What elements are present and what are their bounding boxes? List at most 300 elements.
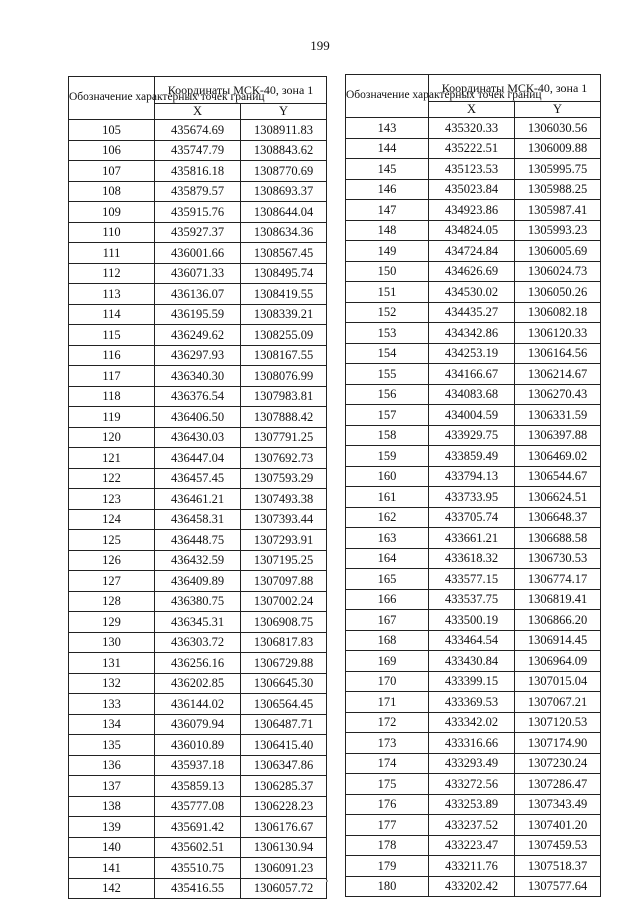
coord-y: 1306866.20 — [515, 610, 601, 631]
coord-x: 435023.84 — [429, 179, 515, 200]
table-row — [69, 181, 327, 202]
table-row — [69, 202, 327, 223]
table-row — [69, 489, 327, 510]
coord-x: 433316.66 — [429, 733, 515, 754]
point-number: 160 — [346, 466, 429, 487]
coord-y: 1308255.09 — [241, 325, 327, 346]
coord-x: 436001.66 — [155, 243, 241, 264]
coord-x: 434824.05 — [429, 220, 515, 241]
coord-y: 1306544.67 — [515, 466, 601, 487]
coord-y: 1308167.55 — [241, 345, 327, 366]
point-number: 165 — [346, 569, 429, 590]
coord-x: 433464.54 — [429, 630, 515, 651]
table-row — [346, 466, 601, 487]
coord-y: 1307692.73 — [241, 448, 327, 469]
table-row — [346, 589, 601, 610]
coord-y: 1305993.23 — [515, 220, 601, 241]
coord-x: 436136.07 — [155, 284, 241, 305]
table-row — [69, 796, 327, 817]
coord-x: 436202.85 — [155, 673, 241, 694]
point-number: 175 — [346, 774, 429, 795]
coord-x: 433537.75 — [429, 589, 515, 610]
coord-x: 435510.75 — [155, 858, 241, 879]
coord-y: 1306645.30 — [241, 673, 327, 694]
point-number: 113 — [69, 284, 155, 305]
coord-x: 436345.31 — [155, 612, 241, 633]
point-number: 177 — [346, 815, 429, 836]
coord-y: 1308644.04 — [241, 202, 327, 223]
coord-x: 436010.89 — [155, 735, 241, 756]
point-number: 141 — [69, 858, 155, 879]
point-number: 125 — [69, 530, 155, 551]
coord-x: 433705.74 — [429, 507, 515, 528]
coord-x: 433430.84 — [429, 651, 515, 672]
coord-y: 1306964.09 — [515, 651, 601, 672]
table-row — [346, 651, 601, 672]
table-row — [346, 179, 601, 200]
coord-x: 436380.75 — [155, 591, 241, 612]
coord-y: 1308339.21 — [241, 304, 327, 325]
coord-x: 436457.45 — [155, 468, 241, 489]
point-number: 114 — [69, 304, 155, 325]
header-x: X — [155, 104, 241, 120]
coord-x: 433929.75 — [429, 425, 515, 446]
coord-y: 1306331.59 — [515, 405, 601, 426]
table-row — [69, 427, 327, 448]
table-row — [69, 448, 327, 469]
coord-y: 1306270.43 — [515, 384, 601, 405]
coord-y: 1306009.88 — [515, 138, 601, 159]
point-number: 164 — [346, 548, 429, 569]
coord-x: 436249.62 — [155, 325, 241, 346]
coord-x: 434083.68 — [429, 384, 515, 405]
coord-y: 1307174.90 — [515, 733, 601, 754]
point-number: 176 — [346, 794, 429, 815]
coord-x: 436256.16 — [155, 653, 241, 674]
point-number: 139 — [69, 817, 155, 838]
table-row — [346, 118, 601, 139]
point-number: 153 — [346, 323, 429, 344]
table-row — [69, 837, 327, 858]
table-row — [346, 733, 601, 754]
coord-x: 435816.18 — [155, 161, 241, 182]
point-number: 148 — [346, 220, 429, 241]
table-row — [346, 343, 601, 364]
coord-y: 1307593.29 — [241, 468, 327, 489]
header-y: Y — [515, 102, 601, 118]
table-row — [346, 774, 601, 795]
table-row — [69, 694, 327, 715]
table-row — [346, 692, 601, 713]
point-number: 161 — [346, 487, 429, 508]
coord-y: 1306214.67 — [515, 364, 601, 385]
coord-y: 1306082.18 — [515, 302, 601, 323]
point-number: 122 — [69, 468, 155, 489]
table-row — [346, 138, 601, 159]
coord-x: 436376.54 — [155, 386, 241, 407]
coord-x: 433794.13 — [429, 466, 515, 487]
point-number: 111 — [69, 243, 155, 264]
point-number: 109 — [69, 202, 155, 223]
table-row — [69, 673, 327, 694]
coord-x: 433342.02 — [429, 712, 515, 733]
table-row — [346, 200, 601, 221]
coord-y: 1307518.37 — [515, 856, 601, 877]
coord-y: 1308567.45 — [241, 243, 327, 264]
coord-y: 1307002.24 — [241, 591, 327, 612]
coord-y: 1306624.51 — [515, 487, 601, 508]
table-row — [69, 735, 327, 756]
table-row — [69, 325, 327, 346]
point-number: 173 — [346, 733, 429, 754]
table-row — [69, 345, 327, 366]
coord-y: 1306024.73 — [515, 261, 601, 282]
table-row — [69, 653, 327, 674]
coord-x: 436448.75 — [155, 530, 241, 551]
coord-y: 1307067.21 — [515, 692, 601, 713]
coord-x: 433223.47 — [429, 835, 515, 856]
table-row — [346, 405, 601, 426]
point-number: 132 — [69, 673, 155, 694]
point-number: 151 — [346, 282, 429, 303]
table-row — [69, 407, 327, 428]
coord-y: 1306030.56 — [515, 118, 601, 139]
coord-x: 436430.03 — [155, 427, 241, 448]
coord-x: 433500.19 — [429, 610, 515, 631]
coord-y: 1306285.37 — [241, 776, 327, 797]
table-row — [346, 794, 601, 815]
coord-x: 436458.31 — [155, 509, 241, 530]
coord-y: 1307393.44 — [241, 509, 327, 530]
coord-y: 1306914.45 — [515, 630, 601, 651]
coord-x: 433618.32 — [429, 548, 515, 569]
header-point-label: Обозначение характерных точек границ — [346, 75, 429, 118]
coord-y: 1306057.72 — [241, 878, 327, 899]
coord-y: 1307195.25 — [241, 550, 327, 571]
point-number: 119 — [69, 407, 155, 428]
point-number: 169 — [346, 651, 429, 672]
table-row — [69, 776, 327, 797]
coord-y: 1306487.71 — [241, 714, 327, 735]
coord-x: 436340.30 — [155, 366, 241, 387]
table-row — [69, 304, 327, 325]
coord-x: 435937.18 — [155, 755, 241, 776]
coord-y: 1306819.41 — [515, 589, 601, 610]
coord-x: 434724.84 — [429, 241, 515, 262]
coord-y: 1306120.33 — [515, 323, 601, 344]
table-row — [69, 120, 327, 141]
header-point-label: Обозначение характерных точек границ — [69, 77, 155, 120]
point-number: 170 — [346, 671, 429, 692]
coord-y: 1308843.62 — [241, 140, 327, 161]
point-number: 128 — [69, 591, 155, 612]
coord-y: 1307401.20 — [515, 815, 601, 836]
point-number: 129 — [69, 612, 155, 633]
point-number: 143 — [346, 118, 429, 139]
point-number: 180 — [346, 876, 429, 897]
coord-x: 434435.27 — [429, 302, 515, 323]
coord-x: 435602.51 — [155, 837, 241, 858]
coord-x: 435320.33 — [429, 118, 515, 139]
coord-x: 434166.67 — [429, 364, 515, 385]
point-number: 106 — [69, 140, 155, 161]
coord-y: 1306228.23 — [241, 796, 327, 817]
coord-y: 1306648.37 — [515, 507, 601, 528]
header-coordinate-system: Координаты МСК-40, зона 1 — [155, 77, 327, 104]
table-row — [69, 858, 327, 879]
coord-y: 1308419.55 — [241, 284, 327, 305]
point-number: 168 — [346, 630, 429, 651]
coord-y: 1306774.17 — [515, 569, 601, 590]
coord-y: 1308076.99 — [241, 366, 327, 387]
table-row — [69, 755, 327, 776]
coord-y: 1308770.69 — [241, 161, 327, 182]
coord-y: 1307293.91 — [241, 530, 327, 551]
coord-x: 435777.08 — [155, 796, 241, 817]
table-row — [346, 425, 601, 446]
table-row — [346, 241, 601, 262]
table-row — [69, 550, 327, 571]
coord-x: 436461.21 — [155, 489, 241, 510]
point-number: 154 — [346, 343, 429, 364]
point-number: 162 — [346, 507, 429, 528]
coord-x: 436432.59 — [155, 550, 241, 571]
point-number: 105 — [69, 120, 155, 141]
coord-x: 436071.33 — [155, 263, 241, 284]
table-row — [346, 610, 601, 631]
point-number: 116 — [69, 345, 155, 366]
point-number: 150 — [346, 261, 429, 282]
table-row — [69, 386, 327, 407]
coord-x: 433253.89 — [429, 794, 515, 815]
coord-y: 1306091.23 — [241, 858, 327, 879]
table-row — [346, 220, 601, 241]
point-number: 158 — [346, 425, 429, 446]
table-row — [346, 753, 601, 774]
table-row — [69, 222, 327, 243]
point-number: 167 — [346, 610, 429, 631]
point-number: 172 — [346, 712, 429, 733]
coord-x: 436447.04 — [155, 448, 241, 469]
point-number: 118 — [69, 386, 155, 407]
coordinates-table-left — [68, 76, 327, 899]
coord-y: 1307120.53 — [515, 712, 601, 733]
point-number: 163 — [346, 528, 429, 549]
coord-y: 1306347.86 — [241, 755, 327, 776]
point-number: 124 — [69, 509, 155, 530]
table-row — [346, 159, 601, 180]
coord-x: 433369.53 — [429, 692, 515, 713]
coord-y: 1307577.64 — [515, 876, 601, 897]
coord-x: 436303.72 — [155, 632, 241, 653]
coord-y: 1306130.94 — [241, 837, 327, 858]
point-number: 144 — [346, 138, 429, 159]
coord-x: 435222.51 — [429, 138, 515, 159]
coord-x: 436144.02 — [155, 694, 241, 715]
coord-y: 1306908.75 — [241, 612, 327, 633]
coord-y: 1305988.25 — [515, 179, 601, 200]
table-row — [346, 630, 601, 651]
coord-y: 1305995.75 — [515, 159, 601, 180]
coord-x: 434004.59 — [429, 405, 515, 426]
coord-x: 433399.15 — [429, 671, 515, 692]
point-number: 157 — [346, 405, 429, 426]
table-row — [346, 364, 601, 385]
coord-x: 433859.49 — [429, 446, 515, 467]
coord-y: 1308911.83 — [241, 120, 327, 141]
coord-y: 1306817.83 — [241, 632, 327, 653]
table-row — [69, 632, 327, 653]
table-row — [346, 282, 601, 303]
point-number: 159 — [346, 446, 429, 467]
table-row — [69, 284, 327, 305]
coord-x: 433237.52 — [429, 815, 515, 836]
point-number: 133 — [69, 694, 155, 715]
point-number: 149 — [346, 241, 429, 262]
coord-x: 435674.69 — [155, 120, 241, 141]
coord-x: 435747.79 — [155, 140, 241, 161]
coord-y: 1307459.53 — [515, 835, 601, 856]
point-number: 156 — [346, 384, 429, 405]
table-row — [69, 140, 327, 161]
coord-x: 434253.19 — [429, 343, 515, 364]
coord-x: 435691.42 — [155, 817, 241, 838]
scan-dot — [326, 880, 328, 882]
coord-y: 1306050.26 — [515, 282, 601, 303]
coord-x: 433293.49 — [429, 753, 515, 774]
point-number: 166 — [346, 589, 429, 610]
table-row — [346, 671, 601, 692]
table-row — [346, 569, 601, 590]
table-row — [346, 446, 601, 467]
point-number: 126 — [69, 550, 155, 571]
coord-y: 1306730.53 — [515, 548, 601, 569]
coord-x: 436195.59 — [155, 304, 241, 325]
coord-x: 434530.02 — [429, 282, 515, 303]
coord-y: 1308634.36 — [241, 222, 327, 243]
point-number: 117 — [69, 366, 155, 387]
coord-x: 436409.89 — [155, 571, 241, 592]
coord-x: 436297.93 — [155, 345, 241, 366]
coord-y: 1307888.42 — [241, 407, 327, 428]
point-number: 120 — [69, 427, 155, 448]
coord-x: 435879.57 — [155, 181, 241, 202]
coord-y: 1306729.88 — [241, 653, 327, 674]
point-number: 135 — [69, 735, 155, 756]
coord-x: 433202.42 — [429, 876, 515, 897]
coord-y: 1306176.67 — [241, 817, 327, 838]
table-row — [69, 509, 327, 530]
point-number: 137 — [69, 776, 155, 797]
coord-y: 1308693.37 — [241, 181, 327, 202]
table-row — [346, 548, 601, 569]
point-number: 123 — [69, 489, 155, 510]
coord-y: 1307015.04 — [515, 671, 601, 692]
coord-x: 434626.69 — [429, 261, 515, 282]
point-number: 108 — [69, 181, 155, 202]
point-number: 174 — [346, 753, 429, 774]
coord-y: 1306688.58 — [515, 528, 601, 549]
coord-x: 435416.55 — [155, 878, 241, 899]
coord-x: 436406.50 — [155, 407, 241, 428]
table-row — [69, 263, 327, 284]
point-number: 138 — [69, 796, 155, 817]
coord-y: 1307791.25 — [241, 427, 327, 448]
coord-y: 1307493.38 — [241, 489, 327, 510]
table-row — [346, 815, 601, 836]
point-number: 115 — [69, 325, 155, 346]
table-row — [346, 876, 601, 897]
table-row — [346, 323, 601, 344]
table-row — [69, 591, 327, 612]
table-row — [346, 302, 601, 323]
table-row — [69, 878, 327, 899]
coord-y: 1307343.49 — [515, 794, 601, 815]
table-row — [346, 261, 601, 282]
coord-x: 435915.76 — [155, 202, 241, 223]
point-number: 178 — [346, 835, 429, 856]
coord-x: 435927.37 — [155, 222, 241, 243]
table-row — [346, 856, 601, 877]
table-row — [69, 366, 327, 387]
coord-x: 436079.94 — [155, 714, 241, 735]
coord-y: 1306415.40 — [241, 735, 327, 756]
coord-x: 433272.56 — [429, 774, 515, 795]
coord-x: 433211.76 — [429, 856, 515, 877]
table-row — [69, 571, 327, 592]
coord-y: 1308495.74 — [241, 263, 327, 284]
header-x: X — [429, 102, 515, 118]
header-y: Y — [241, 104, 327, 120]
table-row — [346, 487, 601, 508]
coord-y: 1307230.24 — [515, 753, 601, 774]
point-number: 112 — [69, 263, 155, 284]
table-row — [69, 714, 327, 735]
coord-x: 433733.95 — [429, 487, 515, 508]
coord-x: 434923.86 — [429, 200, 515, 221]
page-number: 199 — [310, 38, 330, 53]
point-number: 142 — [69, 878, 155, 899]
table-row — [69, 612, 327, 633]
table-row — [69, 817, 327, 838]
coord-x: 435123.53 — [429, 159, 515, 180]
point-number: 152 — [346, 302, 429, 323]
point-number: 146 — [346, 179, 429, 200]
point-number: 155 — [346, 364, 429, 385]
table-row — [69, 468, 327, 489]
table-row — [346, 528, 601, 549]
point-number: 171 — [346, 692, 429, 713]
coord-y: 1307286.47 — [515, 774, 601, 795]
coord-y: 1306397.88 — [515, 425, 601, 446]
coord-y: 1306164.56 — [515, 343, 601, 364]
point-number: 140 — [69, 837, 155, 858]
point-number: 130 — [69, 632, 155, 653]
table-row — [69, 530, 327, 551]
coord-y: 1307983.81 — [241, 386, 327, 407]
point-number: 134 — [69, 714, 155, 735]
table-row — [346, 507, 601, 528]
coord-x: 433577.15 — [429, 569, 515, 590]
point-number: 147 — [346, 200, 429, 221]
table-row — [346, 384, 601, 405]
coord-x: 433661.21 — [429, 528, 515, 549]
table-row — [346, 712, 601, 733]
point-number: 127 — [69, 571, 155, 592]
coord-y: 1305987.41 — [515, 200, 601, 221]
table-row — [346, 835, 601, 856]
coord-y: 1306469.02 — [515, 446, 601, 467]
